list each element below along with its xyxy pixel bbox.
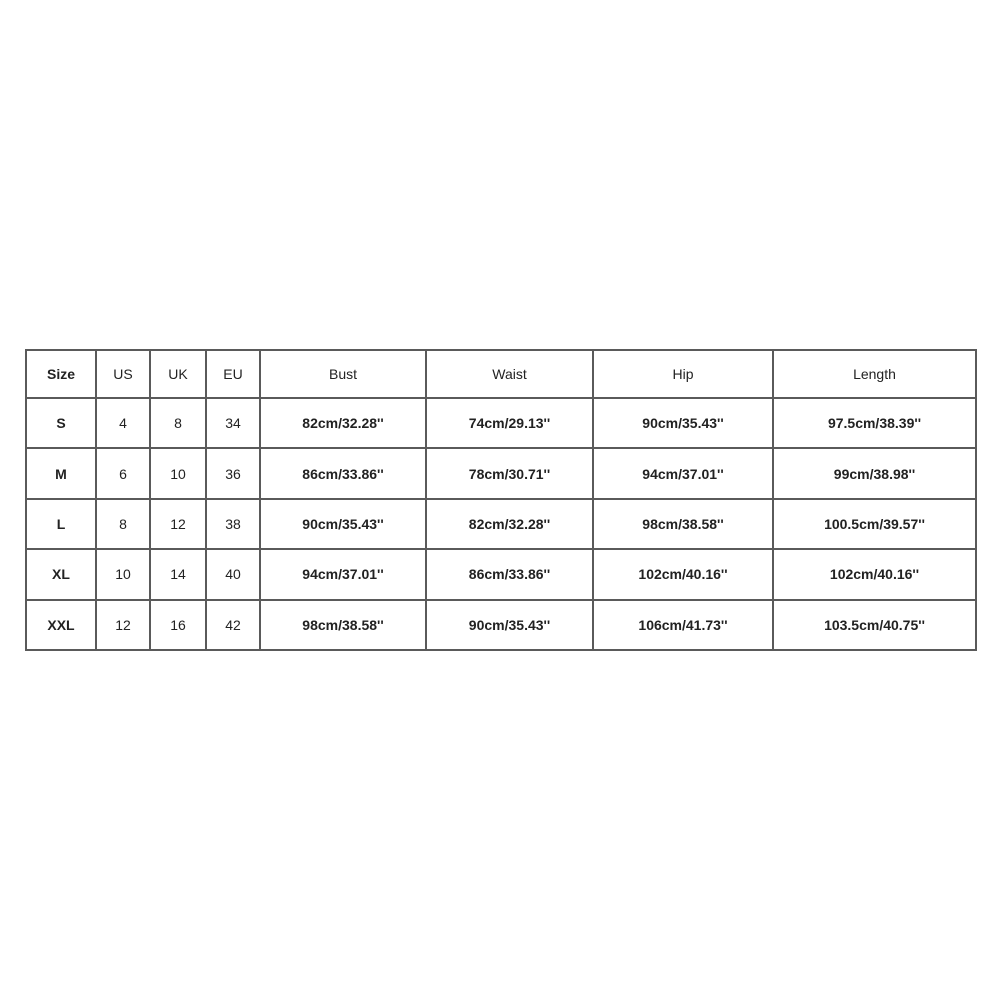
header-eu: EU [206,350,260,398]
cell-eu: 42 [206,600,260,650]
cell-waist: 78cm/30.71'' [426,448,593,498]
cell-waist: 90cm/35.43'' [426,600,593,650]
cell-bust: 98cm/38.58'' [260,600,426,650]
table-row [26,398,976,448]
cell-length: 103.5cm/40.75'' [773,600,976,650]
cell-hip: 98cm/38.58'' [593,499,773,549]
cell-uk: 10 [150,448,206,498]
cell-eu: 36 [206,448,260,498]
cell-hip: 102cm/40.16'' [593,549,773,599]
cell-size: XXL [26,600,96,650]
table-header-row [26,350,976,398]
cell-us: 6 [96,448,150,498]
cell-us: 12 [96,600,150,650]
cell-size: L [26,499,96,549]
header-hip: Hip [593,350,773,398]
cell-bust: 94cm/37.01'' [260,549,426,599]
cell-length: 102cm/40.16'' [773,549,976,599]
header-us: US [96,350,150,398]
cell-us: 8 [96,499,150,549]
cell-bust: 90cm/35.43'' [260,499,426,549]
cell-bust: 82cm/32.28'' [260,398,426,448]
cell-hip: 94cm/37.01'' [593,448,773,498]
table-row [26,549,976,599]
cell-us: 4 [96,398,150,448]
cell-hip: 106cm/41.73'' [593,600,773,650]
cell-waist: 86cm/33.86'' [426,549,593,599]
cell-eu: 38 [206,499,260,549]
cell-waist: 74cm/29.13'' [426,398,593,448]
cell-hip: 90cm/35.43'' [593,398,773,448]
cell-eu: 40 [206,549,260,599]
header-uk: UK [150,350,206,398]
cell-uk: 16 [150,600,206,650]
table-row [26,600,976,650]
cell-eu: 34 [206,398,260,448]
cell-waist: 82cm/32.28'' [426,499,593,549]
cell-us: 10 [96,549,150,599]
cell-bust: 86cm/33.86'' [260,448,426,498]
cell-size: M [26,448,96,498]
header-length: Length [773,350,976,398]
header-waist: Waist [426,350,593,398]
header-bust: Bust [260,350,426,398]
cell-uk: 14 [150,549,206,599]
cell-size: S [26,398,96,448]
cell-length: 97.5cm/38.39'' [773,398,976,448]
cell-size: XL [26,549,96,599]
table-row [26,499,976,549]
cell-uk: 12 [150,499,206,549]
cell-length: 99cm/38.98'' [773,448,976,498]
size-chart-table [25,349,977,651]
cell-length: 100.5cm/39.57'' [773,499,976,549]
header-size: Size [26,350,96,398]
table-row [26,448,976,498]
cell-uk: 8 [150,398,206,448]
